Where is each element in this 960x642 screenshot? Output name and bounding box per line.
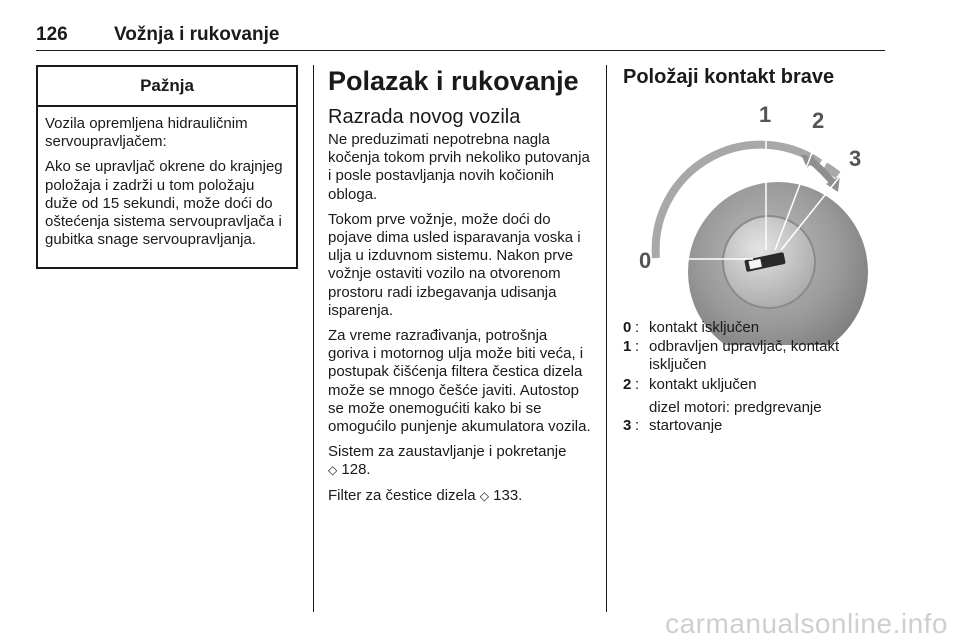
body-paragraph: Tokom prve vožnje, može doći do pojave dima usled isparavanja voska i ulja u izduvnom sistemu. Nakon prve vožnje ostaviti vozilo na otvorenom prostoru radi izbegavanja udisanja isparenja. xyxy=(328,210,581,319)
page-number: 126 xyxy=(36,24,68,45)
position-label-1: 1 xyxy=(759,102,772,127)
warning-box xyxy=(36,65,298,269)
warning-paragraph: Ako se upravljač okrene do krajnjeg položaja i zadrži u tom položaju duže od 15 sekundi, može doći do oštećenja sistema servoupravljača i gubitka snage servoupravljanja. xyxy=(45,158,283,249)
position-label-3: 3 xyxy=(849,146,862,171)
legend-text: kontakt uključen xyxy=(649,375,757,393)
legend-extra-text: dizel motori: predgrevanje xyxy=(649,398,822,416)
body-paragraph: Ne preduzimati nepotrebna nagla kočenja tokom prvih nekoliko putovanja i posle postavljanja novih kočionih obloga. xyxy=(328,131,590,203)
column-divider xyxy=(313,65,314,612)
watermark: carmanualsonline.info xyxy=(665,608,948,639)
legend-key: 1 xyxy=(623,338,632,356)
ignition-switch-illustration xyxy=(623,100,885,345)
page-header xyxy=(36,22,885,51)
legend-key: 3 xyxy=(623,417,632,435)
warning-paragraph: Vozila opremljena hidrauličnim servoupravljačem: xyxy=(45,115,248,151)
position-legend xyxy=(623,319,885,436)
warning-title: Pažnja xyxy=(38,67,296,107)
legend-text: startovanje xyxy=(649,417,723,435)
section-heading: Položaji kontakt brave xyxy=(623,66,835,88)
cross-reference-page: 128. xyxy=(341,461,371,479)
reference-arrow-icon: ◇ xyxy=(328,463,338,478)
legend-text: odbravljen upravljač, kontakt isključen xyxy=(649,338,840,374)
cross-reference[interactable] xyxy=(328,487,592,505)
legend-key: 0 xyxy=(623,319,632,336)
body-paragraph: Za vreme razrađivanja, potrošnja goriva i motornog ulja može biti veća, i postupak čišćenja filtera čestica dizela može se mnogo češće javiti. Autostop se može onemogućiti kako bi se omogućilo punjenje akumulatora vozila. xyxy=(328,327,591,436)
legend-key: 2 xyxy=(623,375,632,393)
legend-separator: : xyxy=(635,319,640,336)
legend-separator: : xyxy=(635,417,640,435)
cross-reference-text: Filter za čestice dizela xyxy=(328,486,476,504)
middle-column xyxy=(328,65,592,512)
cross-reference-text: Sistem za zaustavljanje i pokretanje xyxy=(328,443,567,461)
legend-item xyxy=(623,376,885,394)
cross-reference[interactable] xyxy=(328,443,592,479)
legend-text: kontakt isključen xyxy=(649,319,760,336)
running-title: Vožnja i rukovanje xyxy=(114,24,280,45)
section-heading: Polazak i rukovanje xyxy=(328,66,579,96)
warning-body xyxy=(38,107,296,249)
legend-item xyxy=(623,417,885,435)
column-divider xyxy=(606,65,607,612)
reference-arrow-icon: ◇ xyxy=(479,488,489,503)
subsection-heading: Razrada novog vozila xyxy=(328,106,521,128)
position-label-0: 0 xyxy=(639,248,652,273)
position-label-2: 2 xyxy=(812,108,825,133)
legend-item xyxy=(623,319,885,337)
legend-separator: : xyxy=(635,338,640,356)
legend-item xyxy=(623,338,885,374)
cross-reference-page: 133. xyxy=(493,486,523,504)
right-column xyxy=(623,65,885,435)
legend-separator: : xyxy=(635,375,640,393)
